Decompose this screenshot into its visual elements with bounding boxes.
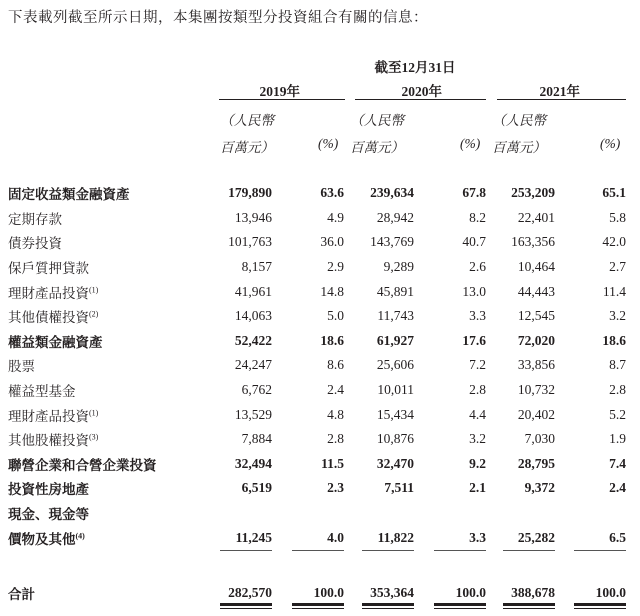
row-label bbox=[8, 331, 220, 351]
year-2021: 2021年 bbox=[539, 84, 580, 99]
table-row bbox=[8, 525, 626, 550]
year-underline bbox=[497, 99, 626, 100]
amount-cell: 282,570 bbox=[228, 585, 272, 601]
percent-cell: 4.9 bbox=[327, 209, 344, 225]
footnote-marker: (4) bbox=[75, 531, 85, 541]
amount-cell: 25,282 bbox=[517, 529, 555, 545]
percent-cell: 3.2 bbox=[609, 308, 626, 324]
percent-cell: 4.0 bbox=[327, 529, 344, 545]
amount-cell: 101,763 bbox=[228, 234, 272, 250]
amount-cell: 72,020 bbox=[517, 332, 555, 348]
percent-cell: 2.9 bbox=[327, 259, 344, 275]
table-row bbox=[8, 230, 626, 255]
row-label-text: 價物及其他 bbox=[8, 531, 76, 547]
amount-cell: 10,732 bbox=[517, 382, 555, 398]
amount-cell: 10,011 bbox=[377, 382, 414, 398]
footnote-marker: (2) bbox=[89, 309, 99, 319]
year-underline bbox=[219, 99, 345, 100]
subtotal-underline bbox=[292, 550, 344, 551]
row-label-text: 理財產品投資 bbox=[8, 408, 89, 424]
intro-text: 下表載列截至所示日期，本集團按類型分投資組合有關的信息： bbox=[8, 10, 428, 26]
unit-label: （人民幣 bbox=[350, 113, 404, 128]
year-2019: 2019年 bbox=[259, 84, 300, 99]
total-row bbox=[8, 581, 626, 606]
amount-cell: 9,372 bbox=[524, 480, 555, 496]
unit-label: （人民幣 bbox=[220, 113, 274, 128]
total-double-underline bbox=[434, 603, 486, 609]
footnote-marker: (1) bbox=[89, 285, 99, 295]
total-double-underline bbox=[574, 603, 626, 609]
row-label-text: 其他股權投資 bbox=[8, 433, 89, 449]
table-row bbox=[8, 255, 626, 280]
amount-cell: 13,946 bbox=[234, 209, 272, 225]
amount-cell: 22,401 bbox=[517, 209, 555, 225]
total-label: 合計 bbox=[8, 587, 35, 603]
percent-cell: 100.0 bbox=[455, 585, 486, 601]
row-label-text: 其他債權投資 bbox=[8, 310, 89, 326]
pct-label: (%) bbox=[460, 136, 481, 151]
amount-cell: 11,245 bbox=[235, 529, 272, 545]
percent-cell: 65.1 bbox=[602, 185, 626, 201]
percent-cell: 7.2 bbox=[469, 357, 486, 373]
amount-cell: 253,209 bbox=[511, 185, 555, 201]
row-label bbox=[8, 355, 220, 375]
amount-cell: 14,063 bbox=[234, 308, 272, 324]
percent-cell: 6.5 bbox=[609, 529, 626, 545]
row-label bbox=[8, 478, 220, 498]
amount-cell: 11,743 bbox=[377, 308, 414, 324]
percent-cell: 14.8 bbox=[320, 283, 344, 299]
row-label-text: 固定收益類金融資產 bbox=[8, 187, 130, 203]
table-row bbox=[8, 452, 626, 477]
amount-cell: 28,942 bbox=[376, 209, 414, 225]
amount-cell: 10,464 bbox=[517, 259, 555, 275]
percent-cell: 4.4 bbox=[469, 406, 486, 422]
percent-cell: 7.4 bbox=[609, 455, 626, 471]
table-row bbox=[8, 427, 626, 452]
unit-label: （人民幣 bbox=[492, 113, 546, 128]
amount-cell: 32,494 bbox=[234, 455, 272, 471]
percent-cell: 11.5 bbox=[321, 455, 344, 471]
row-label bbox=[8, 429, 220, 449]
amount-cell: 33,856 bbox=[517, 357, 555, 373]
percent-cell: 40.7 bbox=[462, 234, 486, 250]
row-label-text: 權益類金融資產 bbox=[8, 334, 103, 350]
row-label-text: 現金、現金等 bbox=[8, 507, 89, 523]
row-label-text: 投資性房地產 bbox=[8, 482, 89, 498]
amount-cell: 44,443 bbox=[517, 283, 555, 299]
subtotal-underline bbox=[220, 550, 272, 551]
row-label-text: 理財產品投資 bbox=[8, 285, 89, 301]
percent-cell: 2.8 bbox=[469, 382, 486, 398]
percent-cell: 18.6 bbox=[602, 332, 626, 348]
row-label bbox=[8, 282, 220, 302]
percent-cell: 4.8 bbox=[327, 406, 344, 422]
footnote-marker: (3) bbox=[89, 432, 99, 442]
percent-cell: 67.8 bbox=[462, 185, 486, 201]
percent-cell: 2.6 bbox=[469, 259, 486, 275]
subtotal-underline bbox=[434, 550, 486, 551]
row-label bbox=[8, 257, 220, 277]
percent-cell: 8.7 bbox=[609, 357, 626, 373]
subtotal-underline bbox=[503, 550, 555, 551]
row-label bbox=[8, 232, 220, 252]
amount-cell: 12,545 bbox=[517, 308, 555, 324]
percent-cell: 17.6 bbox=[462, 332, 486, 348]
as-of-heading: 截至12月31日 bbox=[374, 60, 456, 75]
pct-label: (%) bbox=[600, 136, 621, 151]
total-double-underline bbox=[292, 603, 344, 609]
amount-cell: 239,634 bbox=[370, 185, 414, 201]
amount-cell: 61,927 bbox=[376, 332, 414, 348]
amount-cell: 7,511 bbox=[384, 480, 414, 496]
percent-cell: 3.3 bbox=[469, 308, 486, 324]
table-row bbox=[8, 501, 626, 526]
amount-cell: 15,434 bbox=[376, 406, 414, 422]
year-2020: 2020年 bbox=[401, 84, 442, 99]
amount-cell: 9,289 bbox=[383, 259, 414, 275]
amount-cell: 179,890 bbox=[228, 185, 272, 201]
percent-cell: 2.4 bbox=[609, 480, 626, 496]
percent-cell: 1.9 bbox=[609, 431, 626, 447]
amount-cell: 52,422 bbox=[234, 332, 272, 348]
row-label bbox=[8, 503, 220, 523]
percent-cell: 2.8 bbox=[609, 382, 626, 398]
table-row bbox=[8, 353, 626, 378]
percent-cell: 2.3 bbox=[327, 480, 344, 496]
row-label bbox=[8, 306, 220, 326]
table-row bbox=[8, 402, 626, 427]
amount-cell: 11,822 bbox=[377, 529, 414, 545]
percent-cell: 11.4 bbox=[602, 283, 626, 299]
percent-cell: 2.4 bbox=[327, 382, 344, 398]
percent-cell: 5.8 bbox=[609, 209, 626, 225]
amount-cell: 6,762 bbox=[241, 382, 272, 398]
amount-cell: 143,769 bbox=[370, 234, 414, 250]
footnote-marker: (1) bbox=[89, 408, 99, 418]
percent-cell: 2.1 bbox=[469, 480, 486, 496]
amount-cell: 7,030 bbox=[524, 431, 555, 447]
row-label bbox=[8, 208, 220, 228]
pct-label: (%) bbox=[318, 136, 339, 151]
percent-cell: 2.7 bbox=[609, 259, 626, 275]
year-underline bbox=[355, 99, 486, 100]
amount-cell: 20,402 bbox=[517, 406, 555, 422]
row-label-text: 權益型基金 bbox=[8, 384, 76, 400]
amount-cell: 45,891 bbox=[376, 283, 414, 299]
total-double-underline bbox=[362, 603, 414, 609]
amount-cell: 10,876 bbox=[376, 431, 414, 447]
amount-cell: 41,961 bbox=[234, 283, 272, 299]
percent-cell: 3.2 bbox=[469, 431, 486, 447]
percent-cell: 100.0 bbox=[313, 585, 344, 601]
table-row bbox=[8, 206, 626, 231]
table-row bbox=[8, 329, 626, 354]
total-double-underline bbox=[220, 603, 272, 609]
row-label bbox=[8, 454, 220, 474]
row-label bbox=[8, 183, 220, 203]
total-double-underline bbox=[503, 603, 555, 609]
subtotal-underline bbox=[574, 550, 626, 551]
amount-cell: 13,529 bbox=[234, 406, 272, 422]
table-row bbox=[8, 279, 626, 304]
unit-label: 百萬元） bbox=[350, 140, 404, 155]
percent-cell: 8.2 bbox=[469, 209, 486, 225]
row-label-text: 股票 bbox=[8, 359, 35, 375]
percent-cell: 100.0 bbox=[595, 585, 626, 601]
percent-cell: 8.6 bbox=[327, 357, 344, 373]
amount-cell: 28,795 bbox=[517, 455, 555, 471]
row-label-text: 定期存款 bbox=[8, 211, 62, 227]
percent-cell: 9.2 bbox=[469, 455, 486, 471]
unit-label: 百萬元） bbox=[492, 140, 546, 155]
percent-cell: 3.3 bbox=[469, 529, 486, 545]
percent-cell: 42.0 bbox=[602, 234, 626, 250]
amount-cell: 353,364 bbox=[370, 585, 414, 601]
table-row bbox=[8, 304, 626, 329]
row-label-text: 聯營企業和合營企業投資 bbox=[8, 457, 157, 473]
amount-cell: 24,247 bbox=[234, 357, 272, 373]
table-row bbox=[8, 476, 626, 501]
amount-cell: 8,157 bbox=[241, 259, 272, 275]
amount-cell: 6,519 bbox=[241, 480, 272, 496]
unit-label: 百萬元） bbox=[220, 140, 274, 155]
amount-cell: 163,356 bbox=[511, 234, 555, 250]
amount-cell: 32,470 bbox=[376, 455, 414, 471]
amount-cell: 25,606 bbox=[376, 357, 414, 373]
row-label bbox=[8, 380, 220, 400]
subtotal-underline bbox=[362, 550, 414, 551]
percent-cell: 2.8 bbox=[327, 431, 344, 447]
table-row bbox=[8, 181, 626, 206]
row-label-text: 保戶質押貸款 bbox=[8, 261, 89, 277]
percent-cell: 5.2 bbox=[609, 406, 626, 422]
percent-cell: 5.0 bbox=[327, 308, 344, 324]
percent-cell: 18.6 bbox=[320, 332, 344, 348]
row-label bbox=[8, 405, 220, 425]
percent-cell: 36.0 bbox=[320, 234, 344, 250]
row-label-text: 債券投資 bbox=[8, 236, 62, 252]
row-label bbox=[8, 528, 220, 548]
table-row bbox=[8, 378, 626, 403]
percent-cell: 63.6 bbox=[320, 185, 344, 201]
amount-cell: 7,884 bbox=[241, 431, 272, 447]
amount-cell: 388,678 bbox=[511, 585, 555, 601]
percent-cell: 13.0 bbox=[462, 283, 486, 299]
